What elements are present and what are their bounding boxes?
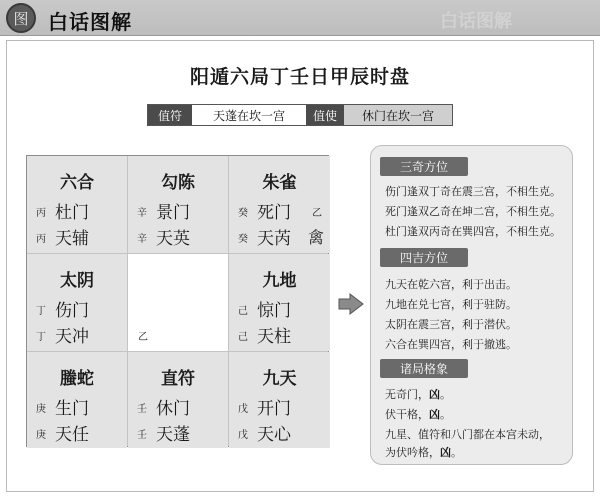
palace-god: 九天 [262,369,297,389]
header-bar [0,0,600,36]
section-title-sanqi: 三奇方位 [380,157,468,176]
palace-god: 九地 [262,271,297,291]
palace-xun-4 [27,156,127,253]
sanqi-line: 死门逢双乙奇在坤二宫，不相生克。 [385,205,561,218]
palace-door: 景门 [156,203,190,223]
sanqi-line: 杜门逢双丙奇在巽四宫，不相生克。 [385,225,561,238]
palace-star: 天冲 [55,327,89,347]
info-bar [147,104,453,126]
palace-stem: 壬 [137,430,147,441]
palace-kun-2 [229,156,330,253]
siji-line: 六合在巽四宫，利于撤逃。 [385,338,517,351]
sanqi-line: 伤门逢双丁奇在震三宫，不相生克。 [385,185,561,198]
palace-zhen-3 [27,254,127,351]
palace-stem: 辛 [137,208,147,219]
zhishi-label: 值使 [306,105,344,125]
siji-line: 九地在兑七宫，利于驻防。 [385,298,517,311]
arrow-right-icon [338,293,364,315]
palace-extra-stem: 乙 [312,208,322,219]
section-title-geju: 诸局格象 [380,359,468,378]
zhishi-value: 休门在坎一宫 [344,105,452,125]
palace-star: 天辅 [55,229,89,249]
palace-center-5 [128,254,228,351]
section-title-siji: 四吉方位 [380,248,468,267]
geju-line: 为伏吟格，凶。 [385,446,462,459]
analysis-panel [370,145,573,465]
palace-stem: 戊 [238,430,248,441]
center-stem: 乙 [138,332,148,343]
palace-door: 休门 [156,399,190,419]
palace-god: 朱雀 [262,173,297,193]
palace-stem: 己 [238,332,248,343]
palace-god: 勾陈 [161,173,195,193]
palace-star: 天蓬 [156,425,190,445]
palace-god: 直符 [161,369,195,389]
siji-line: 九天在乾六宫，利于出击。 [385,278,517,291]
palace-door: 死门 [257,203,291,223]
palace-stem: 丙 [36,234,46,245]
palace-stem: 丁 [36,306,46,317]
palace-door: 生门 [55,399,89,419]
palace-stem: 丙 [36,208,46,219]
palace-star: 天柱 [257,327,291,347]
palace-god: 太阴 [60,271,94,291]
geju-line: 伏干格，凶。 [385,408,451,421]
book-logo-icon: 图 [6,3,36,33]
header-title: 白话图解 [48,10,132,34]
palace-stem: 庚 [36,404,46,415]
siji-line: 太阴在震三宫，利于潜伏。 [385,318,517,331]
palace-li-9 [128,156,228,253]
zhifu-value: 天蓬在坎一宫 [192,105,306,125]
palace-stem: 丁 [36,332,46,343]
palace-god: 六合 [60,173,94,193]
chart-title: 阳遁六局丁壬日甲辰时盘 [189,66,410,88]
palace-door: 惊门 [257,301,291,321]
palace-door: 开门 [257,399,291,419]
palace-dui-7 [229,254,330,351]
palace-stem: 辛 [137,234,147,245]
palace-door: 杜门 [55,203,89,223]
nine-palace-grid [26,155,329,447]
palace-stem: 癸 [238,234,248,245]
zhifu-label: 值符 [148,105,192,125]
palace-stem: 己 [238,306,248,317]
palace-stem: 戊 [238,404,248,415]
palace-stem: 癸 [238,208,248,219]
palace-door: 伤门 [55,301,89,321]
palace-stem: 庚 [36,430,46,441]
geju-line: 无奇门，凶。 [385,388,451,401]
palace-stem: 壬 [137,404,147,415]
palace-star: 天心 [257,425,291,445]
header-watermark: 白话图解 [440,11,512,32]
palace-star: 天英 [156,229,190,249]
palace-kan-1 [128,352,228,448]
palace-god: 螣蛇 [60,369,94,389]
geju-line: 九星、值符和八门都在本宫未动， [385,428,550,441]
palace-extra-star: 禽 [307,228,324,247]
palace-qian-6 [229,352,330,448]
palace-star: 天任 [55,425,89,445]
palace-gen-8 [27,352,127,448]
palace-star: 天芮 [257,229,291,249]
